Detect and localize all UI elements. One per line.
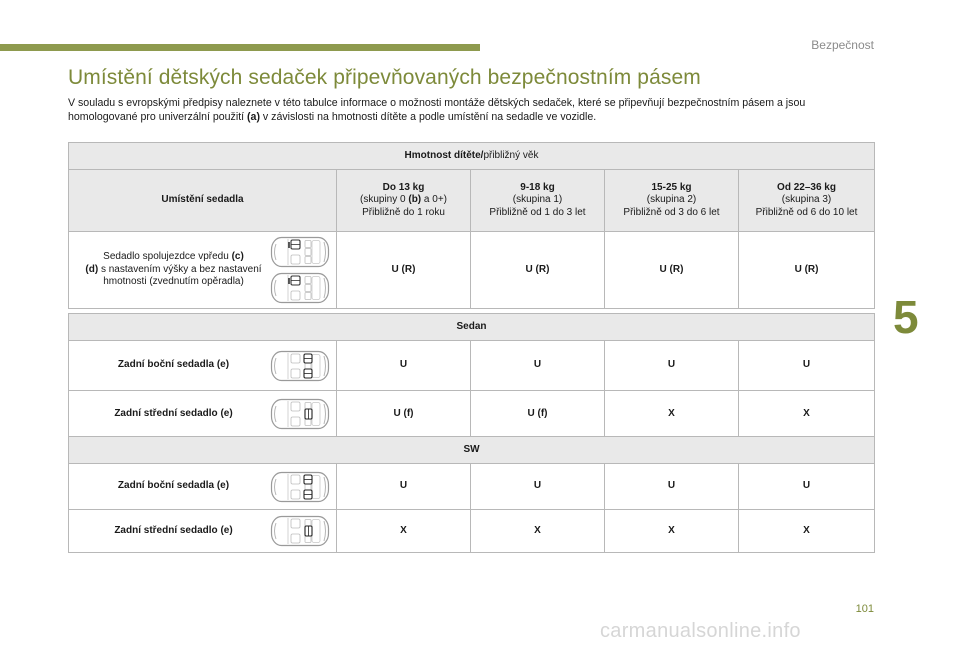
value-cell: U (R) (471, 232, 605, 309)
intro-part2: v závislosti na hmotnosti dítěte a podle umístění na sedadle ve vozidle. (259, 111, 597, 123)
sedan-title: Sedan (69, 314, 875, 341)
car-rear-side-seats-icon (270, 471, 330, 503)
group-age: Přibližně od 1 do 3 let (489, 206, 586, 218)
sedan-rear-center-label: Zadní střední sedadlo (e) (114, 407, 233, 419)
child-seat-table-sedan (68, 313, 875, 438)
group-name: (skupina 2) (646, 194, 697, 206)
group-name-bold: (b) (408, 194, 422, 206)
sw-title: SW (69, 437, 875, 464)
child-seat-table-front (68, 142, 875, 309)
value-cell: U (471, 464, 605, 510)
intro-part1: V souladu s evropskými předpisy naleznete v této tabulce informace o možnosti montáže dětských sedaček, které se připevňují bezpečnostním pásem a jsou homologované pro univerzální použití (68, 97, 806, 123)
group-header-row (69, 170, 875, 232)
value-cell: X (739, 391, 875, 438)
group-name: (skupina 3) (781, 194, 832, 206)
value-cell: U (R) (605, 232, 739, 309)
intro-paragraph (68, 96, 876, 124)
value-cell: U (471, 341, 605, 391)
sw-rear-side-position (69, 464, 337, 510)
car-rear-center-seat-icon (270, 515, 330, 547)
front-label-d: (d) (85, 263, 99, 275)
watermark: carmanualsonline.info (600, 620, 801, 642)
sedan-rear-side-position (69, 341, 337, 391)
chapter-number: 5 (893, 291, 919, 343)
front-passenger-label (77, 251, 270, 289)
group-header-1 (471, 170, 605, 232)
value-cell: U (739, 464, 875, 510)
front-label-pre: Sedadlo spolujezdce vpředu (103, 251, 232, 263)
value-cell: X (337, 510, 471, 553)
value-cell: U (605, 341, 739, 391)
group-weight: Od 22–36 kg (777, 181, 836, 193)
group-header-0 (337, 170, 471, 232)
sedan-rear-center-position (69, 391, 337, 438)
value-cell: U (605, 464, 739, 510)
sw-rear-side-label: Zadní boční sedadla (e) (117, 480, 230, 492)
page-number: 101 (855, 603, 874, 615)
car-front-passenger-seat-icon (270, 272, 330, 304)
child-seat-table-sw (68, 436, 875, 553)
table-row (69, 464, 875, 510)
front-label-post: s nastavením výšky a bez nastavení hmotnosti (zvednutím opěradla) (98, 263, 262, 288)
value-cell: U (337, 464, 471, 510)
value-cell: U (739, 341, 875, 391)
group-name-post: a 0+) (421, 194, 447, 206)
top-accent-bar (0, 44, 480, 51)
weight-header-bold: Hmotnost dítěte/ (404, 149, 484, 161)
group-name: (skupina 1) (512, 194, 563, 206)
value-cell: X (605, 391, 739, 438)
group-age: Přibližně od 3 do 6 let (623, 206, 720, 218)
group-weight: Do 13 kg (382, 181, 425, 193)
group-age: Přibližně do 1 roku (362, 206, 445, 218)
table-row (69, 391, 875, 438)
value-cell: X (471, 510, 605, 553)
value-cell: U (f) (337, 391, 471, 438)
car-front-passenger-seat-icon (270, 236, 330, 268)
group-header-2 (605, 170, 739, 232)
sw-rear-center-position (69, 510, 337, 553)
page-title: Umístění dětských sedaček připevňovaných bezpečnostním pásem (68, 66, 701, 89)
group-age: Přibližně od 6 do 10 let (755, 206, 858, 218)
weight-header-rest: přibližný věk (483, 149, 539, 161)
value-cell: X (605, 510, 739, 553)
car-rear-center-seat-icon (270, 398, 330, 430)
group-weight: 15-25 kg (651, 181, 692, 193)
table-row (69, 510, 875, 553)
group-name (341, 194, 466, 207)
car-rear-side-seats-icon (270, 350, 330, 382)
front-passenger-position (69, 232, 337, 309)
table-row (69, 341, 875, 391)
group-name-pre: (skupiny 0 (360, 194, 409, 206)
value-cell: U (f) (471, 391, 605, 438)
value-cell: X (739, 510, 875, 553)
sw-rear-center-label: Zadní střední sedadlo (e) (114, 524, 233, 536)
section-title: Bezpečnost (811, 38, 874, 52)
weight-header (69, 143, 875, 170)
value-cell: U (337, 341, 471, 391)
value-cell: U (R) (739, 232, 875, 309)
group-header-3 (739, 170, 875, 232)
intro-bold: (a) (247, 111, 260, 123)
sedan-rear-side-label: Zadní boční sedadla (e) (117, 359, 230, 371)
position-header: Umístění sedadla (69, 170, 337, 232)
front-label-c: (c) (231, 251, 244, 263)
value-cell: U (R) (337, 232, 471, 309)
table-row (69, 232, 875, 309)
group-weight: 9-18 kg (520, 181, 555, 193)
